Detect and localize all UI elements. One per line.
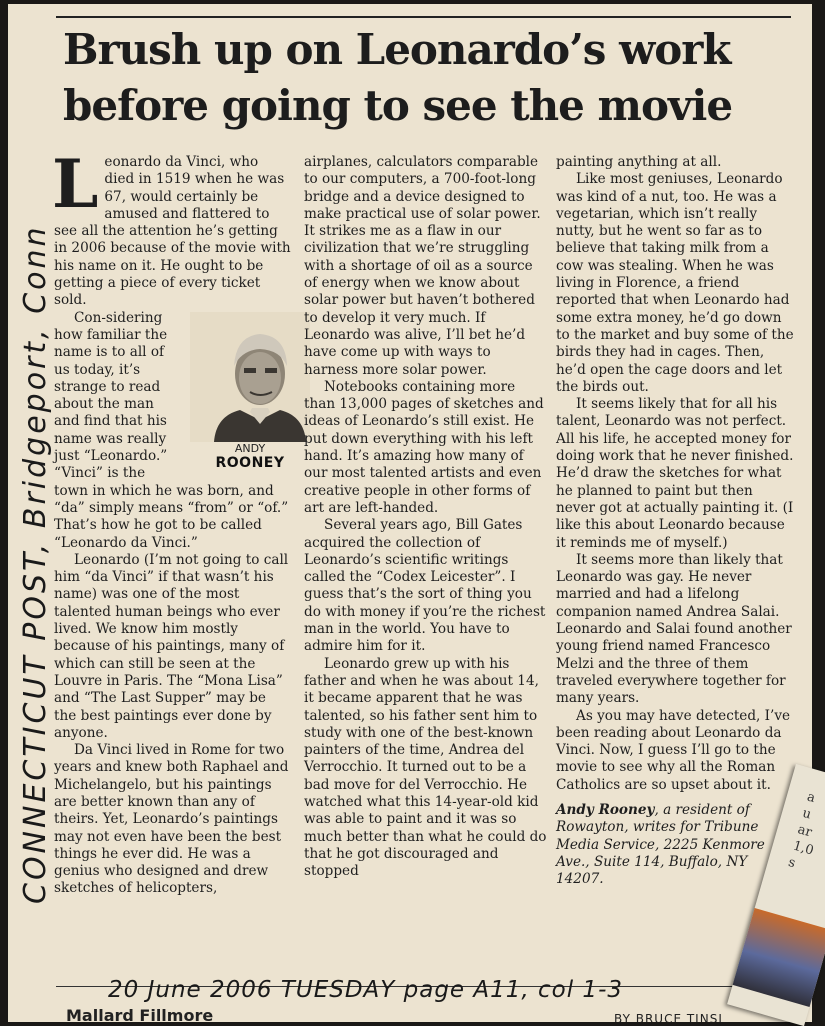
author-bio [556, 802, 796, 888]
paragraph-6: Notebooks containing more than 13,000 pages of sketches and ideas of Leonardo’s still exist. He put down everything with his left hand. It’s amazing how many of our most talented artists and even creative people in other forms of art are left-handed. [304, 378, 544, 516]
next-article-headline: Mallard Fillmore [66, 1006, 214, 1022]
headline [63, 22, 783, 134]
paragraph-1: Leonardo da Vinci, who died in 1519 when he was 67, would certainly be amused and flattered to see all the attention he’s getting in 2006 because of the movie with his name on it. He ought to be getting a piece of every ticket sold. [52, 145, 291, 309]
handwritten-source-note: CONNECTICUT POST, Bridgeport, Conn [18, 224, 53, 904]
article-column-2 [304, 154, 548, 880]
paragraph-7: Several years ago, Bill Gates acquired the collection of Leonardo’s scientific writings called the “Codex Leicester”. I guess that’s the sort of thing you do with money if you’re the richest man in the world. You have to admire him for it. [304, 517, 546, 655]
paragraph-3: Leonardo (I’m not going to call him “da Vinci” if that wasn’t his name) was one of the most talented human beings who ever lived. We know him mostly because of his paintings, many of which can still be seen at the Louvre in Paris. The “Mona Lisa” and “The Last Supper” may be the best paintings ever done by anyone. [54, 551, 289, 741]
columnist-photo [190, 312, 290, 442]
drop-cap: L [52, 145, 99, 223]
next-article-byline: BY BRUCE TINSL [614, 1012, 726, 1022]
columnist-photo-block [188, 312, 292, 474]
paragraph-5: airplanes, calculators comparable to our computers, a 700-foot-long bridge and a device designed to make practical use of solar power. It strikes me as a flaw in our civilization that we’re struggling with a shortage of oil as a source of energy when we know about solar power but haven’t bothered to develop it very much. If Leonardo was alive, I’ll bet he’d have come up with ways to harness more solar power. [304, 154, 541, 378]
byline-first-name: ANDY [234, 441, 266, 455]
byline-last-name: ROONEY [215, 454, 285, 471]
paragraph-4: Da Vinci lived in Rome for two years and knew both Raphael and Michelangelo, but his paintings are better known than any of theirs. Yet, Leonardo’s paintings may not even have been the best things he ever did. He was a genius who designed and drew sketches of helicopters, [54, 742, 289, 897]
paragraph-9: painting anything at all. [556, 154, 722, 170]
newspaper-clipping [8, 4, 812, 1022]
scrap-text: a u ar 1,0 s [786, 789, 817, 872]
author-bio-name: Andy Rooney [556, 801, 655, 818]
handwritten-date-note: 20 June 2006 TUESDAY page A11, col 1-3 [108, 977, 624, 1003]
headline-line-1: Brush up on Leonardo’s work [63, 25, 731, 74]
paragraph-12: It seems more than likely that Leonardo was gay. He never married and had a lifelong companion named Andrea Salai. Leonardo and Salai found another young friend named Francesco Melzi and the three of them traveled everywhere together for many years. [556, 551, 792, 707]
paragraph-10: Like most geniuses, Leonardo was kind of a nut, too. He was a vegetarian, which isn’t really nutty, but he went so far as to believe that taking milk from a cow was stealing. When he was living in Florence, a friend reported that when Leonardo had some extra money, he’d go down to the market and buy some of the birds they had in cages. Then, he’d open the cage doors and let the birds out. [556, 171, 794, 395]
article-column-3 [556, 154, 796, 888]
portrait-image [210, 312, 310, 442]
article-column-1 [52, 145, 292, 898]
paragraph-13: As you may have detected, I’ve been reading about Leonardo da Vinci. Now, I guess I’ll go to the movie to see why all the Roman Catholics are so upset about it. [556, 707, 791, 793]
top-rule [56, 16, 791, 18]
paragraph-8: Leonardo grew up with his father and when he was about 14, it became apparent that he was talented, so his father sent him to study with one of the best-known painters of the time, Andrea del Verrocchio. It turned out to be a bad move for del Verrocchio. He watched what this 14-year-old kid was able to paint and it was so much better than what he could do that he got discouraged and stopped [304, 655, 547, 880]
paragraph-11: It seems likely that for all his talent, Leonardo was not perfect. All his life, he accepted money for doing work that he never finished. He’d draw the sketches for what he planned to paint but then never got at actually painting it. (I like this about Leonardo because it reminds me of myself.) [556, 396, 794, 551]
author-bio-text: , a resident of Rowayton, writes for Tribune Media Service, 2225 Kenmore Ave., Suite 114, Buffalo, NY 14207. [556, 801, 765, 888]
headline-line-2: before going to see the movie [63, 81, 733, 130]
paragraph-2: ANDY ROONEY Con-sidering how familiar the name is to all of us today, it’s strange to read about the man and find that his name was really just “Leonardo.” “Vinci” is the town in which he was born, and “da” simply means “from” or “of.” That’s how he got to be called “Leonardo da Vinci.” [54, 310, 292, 552]
